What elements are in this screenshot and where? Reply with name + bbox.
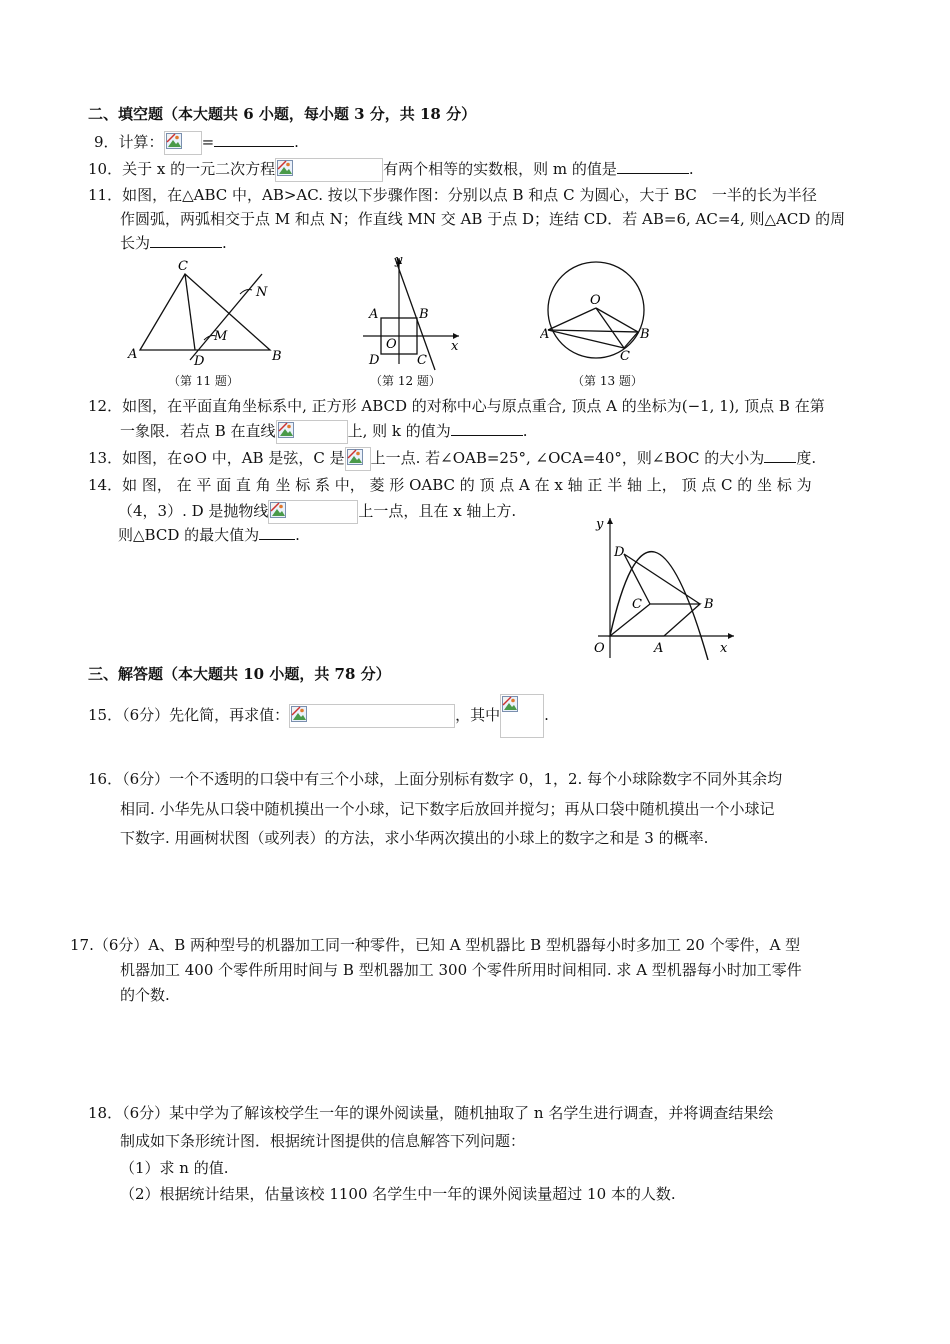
fig14-label-A: A	[654, 641, 664, 656]
fig13-label-A: A	[540, 327, 550, 342]
fig14-label-y: y	[596, 517, 604, 532]
q12-text-2b: 上, 则 k 的值为	[347, 422, 451, 440]
broken-image-icon	[278, 422, 294, 438]
broken-image-icon	[166, 133, 182, 149]
q11-number: 11．	[88, 186, 123, 204]
q15-number: 15．	[88, 706, 123, 724]
fig12-label-B: B	[419, 307, 429, 322]
q17-text-2: 机器加工 400 个零件所用时间与 B 型机器加工 300 个零件所用时间相同. 求 A 型机器每小时加工零件	[120, 961, 802, 979]
q11-text-3: 长为	[120, 234, 151, 252]
broken-image-icon	[270, 502, 286, 518]
q15-expression-image	[289, 704, 455, 728]
question-13	[88, 446, 816, 471]
broken-image-icon	[291, 706, 307, 722]
fig11-label-A: A	[128, 347, 138, 362]
q9-number: 9．	[94, 133, 119, 151]
q14-text-3: 则△BCD 的最大值为	[118, 526, 260, 544]
q12-answer-blank	[451, 419, 523, 436]
broken-image-icon	[502, 696, 518, 712]
q18-text-3: （1）求 n 的值.	[120, 1159, 229, 1177]
figure-13-caption: （第 13 题）	[572, 374, 643, 388]
q10-number: 10．	[88, 160, 123, 178]
fig12-label-O: O	[386, 337, 397, 352]
q14-parabola-image	[268, 500, 358, 524]
q10-text-2: 有两个相等的实数根，则 m 的值是	[383, 160, 617, 178]
question-14-line-3	[118, 523, 300, 547]
fig12-label-A: A	[369, 307, 379, 322]
q14-end: .	[295, 526, 300, 544]
q9-formula-image	[164, 131, 202, 155]
figure-12	[355, 252, 465, 372]
q13-text-2: 上一点. 若∠OAB=25°, ∠OCA=40°，则∠BOC 的大小为	[370, 449, 765, 467]
fig12-label-C: C	[417, 353, 427, 368]
q12-end: .	[522, 422, 528, 440]
fig14-label-x: x	[720, 641, 728, 656]
q11-text-1: 如图，在△ABC 中，AB>AC. 按以下步骤作图：分别以点 B 和点 C 为圆心，大于 BC 一半的长为半径	[122, 186, 817, 204]
q18-text-2: 制成如下条形统计图．根据统计图提供的信息解答下列问题：	[120, 1132, 526, 1150]
section-2-title: 二、填空题（本大题共 6 小题，每小题 3 分，共 18 分）	[88, 105, 477, 123]
fig11-label-D: D	[194, 354, 205, 369]
q9-text: 计算：	[118, 133, 164, 151]
q13-text-1: 如图，在⊙O 中，AB 是弦，C 是	[122, 449, 345, 467]
q9-answer-blank	[214, 130, 294, 147]
q17-number: 17.	[70, 936, 94, 954]
question-16-line-1	[88, 767, 782, 791]
figure-11	[120, 252, 295, 372]
section-3-title: 三、解答题（本大题共 10 小题，共 78 分）	[88, 665, 391, 683]
fig12-label-y: y	[395, 253, 403, 268]
q10-answer-blank	[617, 157, 689, 174]
broken-image-icon	[277, 160, 293, 176]
fig13-label-C: C	[620, 349, 630, 364]
q11-end: .	[222, 234, 227, 252]
fig12-label-D: D	[369, 353, 380, 368]
question-18-line-1	[88, 1101, 773, 1125]
question-12-line-1	[88, 394, 825, 418]
q17-text-1: （6分）A、B 两种型号的机器加工同一种零件，已知 A 型机器比 B 型机器每小时多加工 20 个零件，A 型	[93, 936, 801, 954]
q12-text-2a: 一象限．若点 B 在直线	[120, 422, 276, 440]
figure-13	[540, 258, 660, 370]
fig11-label-C: C	[178, 259, 188, 274]
q13-arc-image	[345, 447, 371, 471]
question-15	[88, 694, 549, 738]
q16-number: 16．	[88, 770, 123, 788]
question-14-line-2	[118, 499, 516, 524]
figure-12-caption: （第 12 题）	[370, 374, 441, 388]
broken-image-icon	[347, 449, 363, 465]
q18-number: 18．	[88, 1104, 123, 1122]
question-14-line-1	[88, 473, 812, 497]
q14-number: 14．	[88, 476, 123, 494]
fig11-label-M: M	[214, 329, 228, 344]
q9-equals: =	[201, 133, 215, 151]
fig13-label-O: O	[590, 293, 601, 308]
q14-text-2b: 上一点，且在 x 轴上方.	[358, 502, 517, 520]
fig12-label-x: x	[451, 339, 459, 354]
q16-text-3: 下数字. 用画树状图（或列表）的方法，求小华两次摸出的小球上的数字之和是 3 的概率.	[120, 829, 709, 847]
question-12-line-2	[120, 419, 528, 444]
q12-number: 12．	[88, 397, 123, 415]
fig11-label-N: N	[256, 285, 268, 300]
q16-text-1: （6分）一个不透明的口袋中有三个小球，上面分别标有数字 0，1，2. 每个小球除数字不同外其余均	[122, 770, 783, 788]
q14-answer-blank	[259, 523, 295, 540]
q15-text-2: ，其中	[455, 706, 501, 724]
question-17-line-1	[70, 933, 800, 957]
fig14-label-O: O	[594, 641, 605, 656]
q9-end: .	[294, 133, 299, 151]
q15-value-image	[500, 694, 544, 738]
question-10	[88, 157, 694, 182]
q10-text-1: 关于 x 的一元二次方程	[122, 160, 276, 178]
fig14-label-C: C	[632, 597, 642, 612]
q12-line-equation-image	[276, 420, 348, 444]
fig13-label-B: B	[640, 327, 650, 342]
q15-end: .	[544, 706, 549, 724]
question-11-line-1	[88, 183, 817, 207]
q18-text-4: （2）根据统计结果，估量该校 1100 名学生中一年的课外阅读量超过 10 本的人数.	[120, 1185, 676, 1203]
q13-number: 13．	[88, 449, 123, 467]
q14-text-2a: （4，3）. D 是抛物线	[118, 502, 269, 520]
q10-equation-image	[275, 158, 383, 182]
q10-end: .	[688, 160, 694, 178]
q15-text-1: （6分）先化简，再求值：	[122, 706, 290, 724]
fig11-label-B: B	[272, 349, 282, 364]
q18-text-1: （6分）某中学为了解该校学生一年的课外阅读量，随机抽取了 n 名学生进行调查，并将调查结果绘	[122, 1104, 774, 1122]
q13-end: 度.	[796, 449, 817, 467]
figure-11-caption: （第 11 题）	[168, 374, 239, 388]
figure-14	[588, 512, 738, 660]
fig14-label-D: D	[614, 545, 625, 560]
q17-text-3: 的个数.	[120, 986, 170, 1004]
q11-text-2: 作圆弧，两弧相交于点 M 和点 N；作直线 MN 交 AB 于点 D；连结 CD．若 AB=6, AC=4, 则△ACD 的周	[120, 210, 846, 228]
q13-answer-blank	[764, 446, 796, 463]
q11-answer-blank	[150, 231, 222, 248]
fig14-label-B: B	[704, 597, 714, 612]
q16-text-2: 相同. 小华先从口袋中随机摸出一个小球，记下数字后放回并搅匀；再从口袋中随机摸出一个小球记	[120, 800, 775, 818]
question-9	[94, 130, 299, 155]
q14-text-1: 如 图， 在 平 面 直 角 坐 标 系 中， 菱 形 OABC 的 顶 点 A 在 x 轴 正 半 轴 上， 顶 点 C 的 坐 标 为	[122, 476, 812, 494]
q12-text-1: 如图，在平面直角坐标系中, 正方形 ABCD 的对称中心与原点重合, 顶点 A 的坐标为(−1, 1), 顶点 B 在第	[122, 397, 825, 415]
